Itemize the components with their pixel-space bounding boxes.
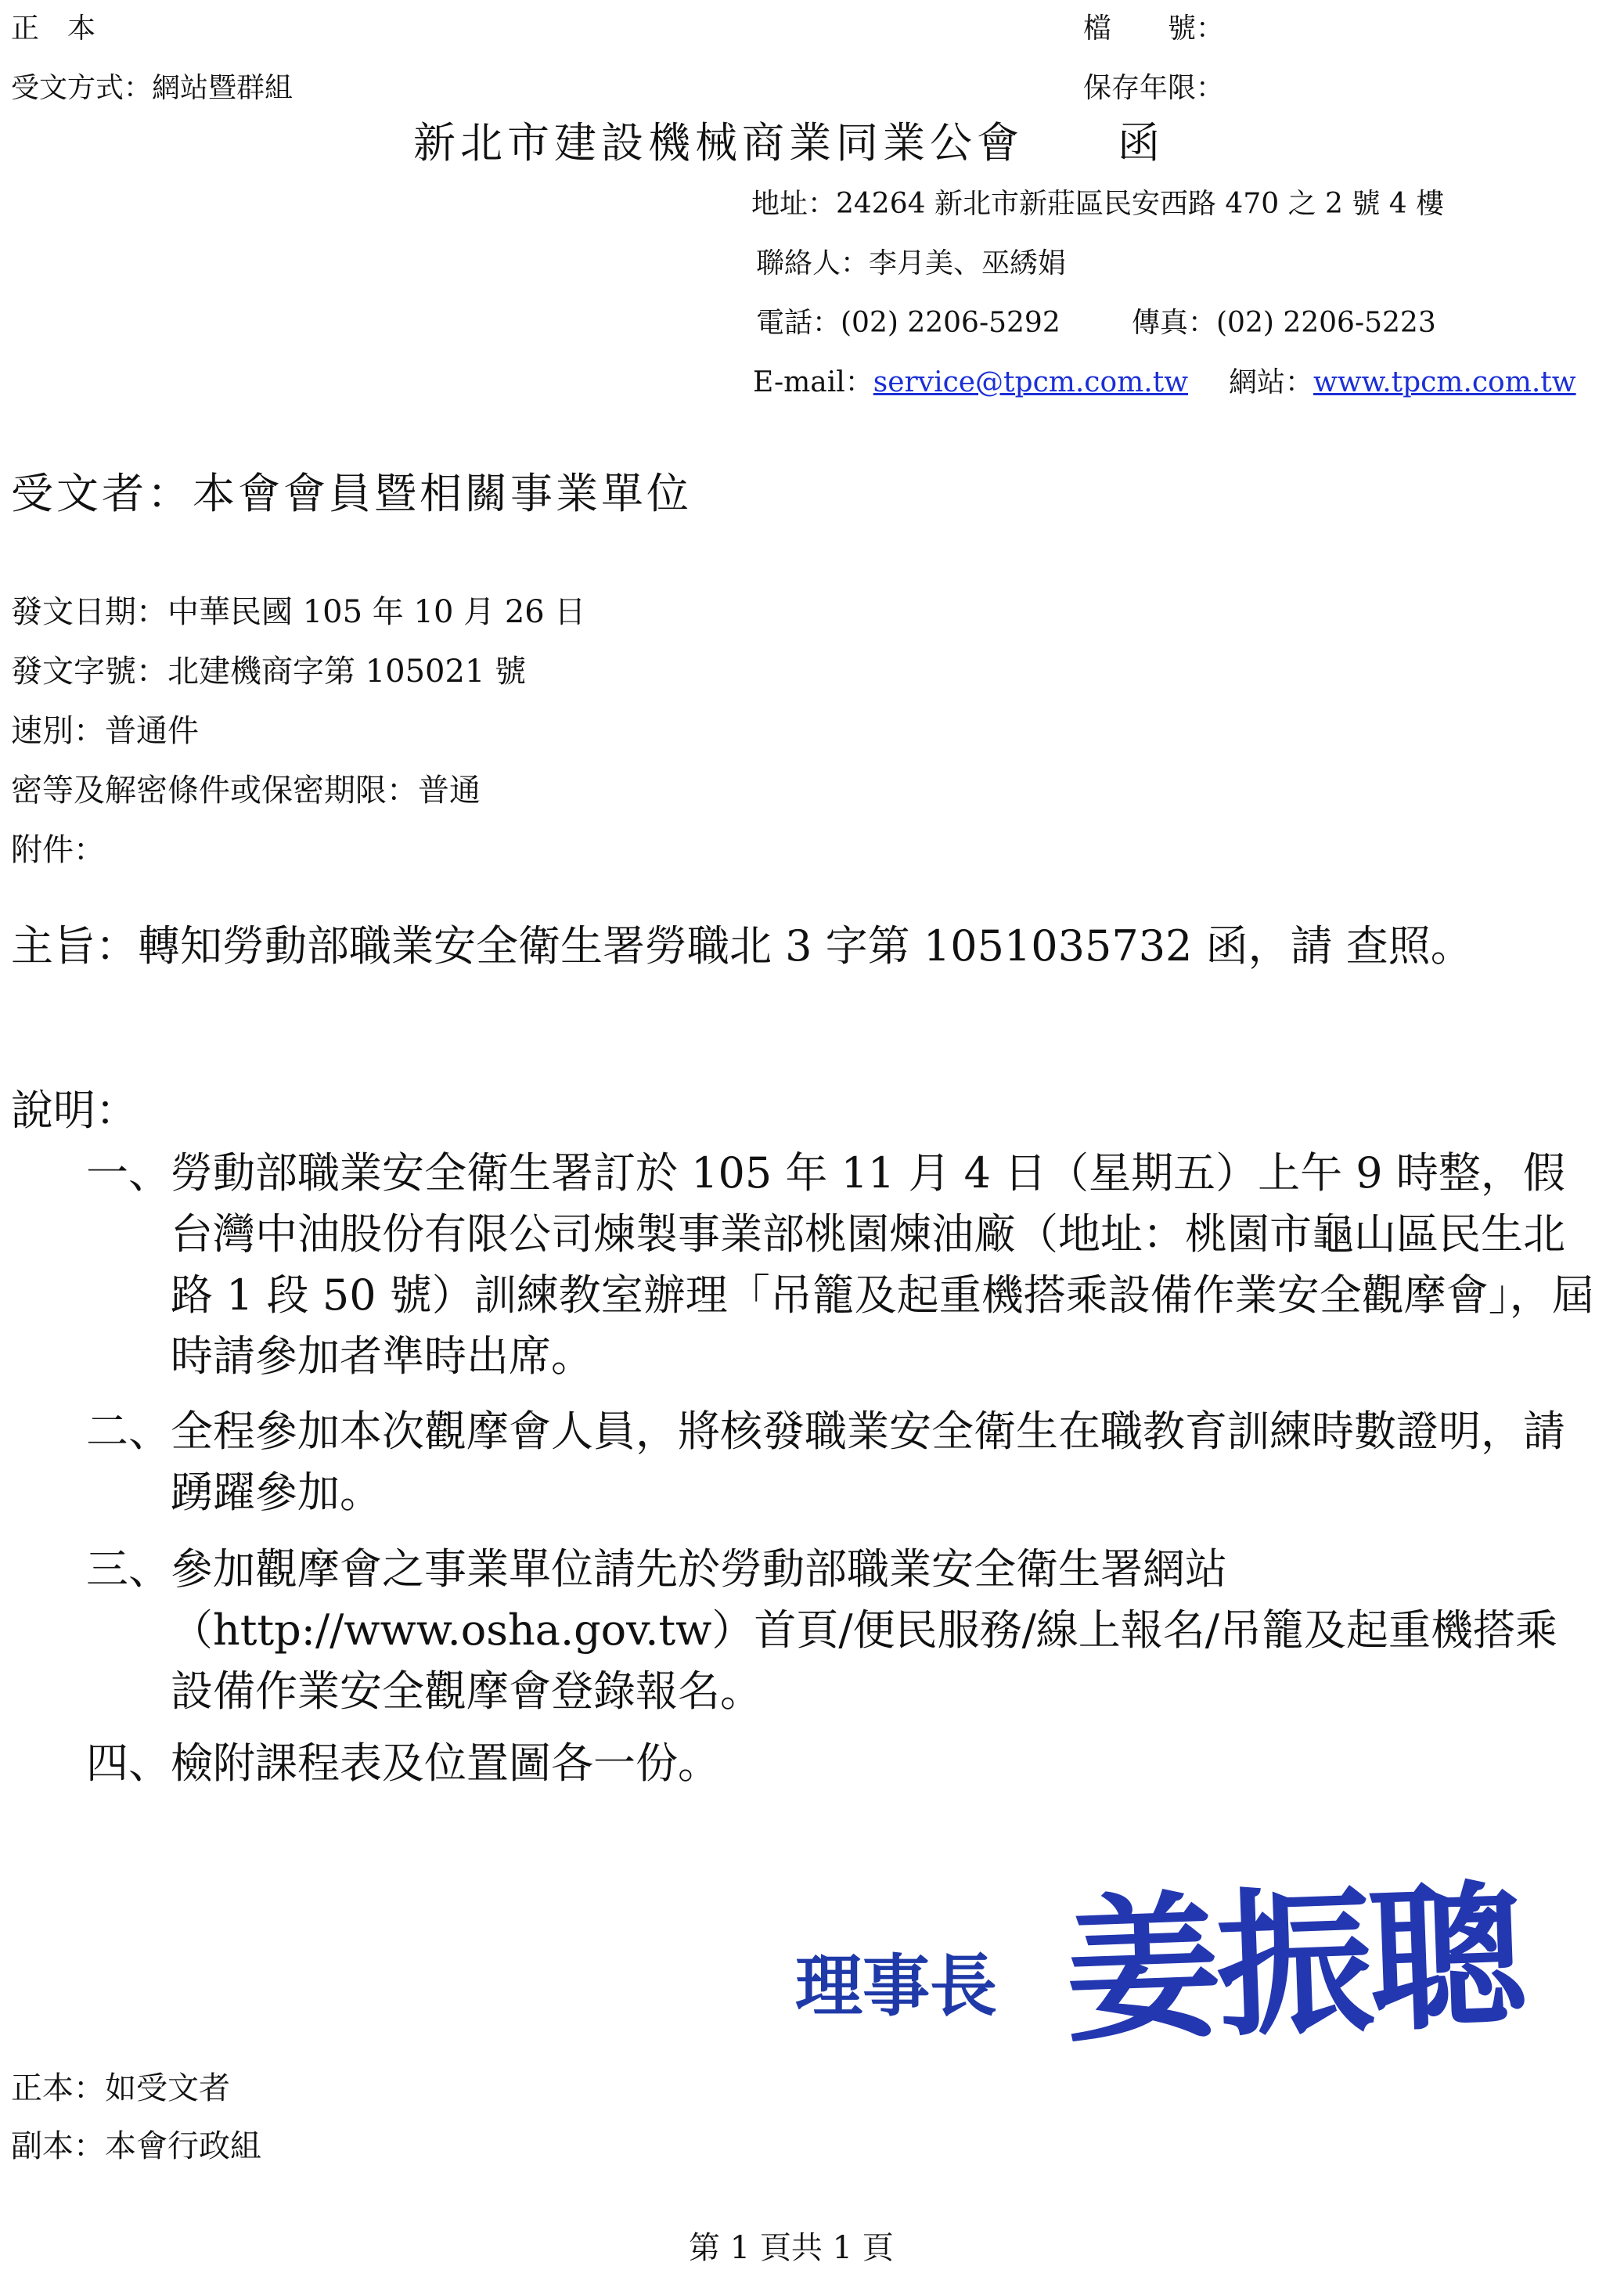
item-number: 三、 <box>86 1544 171 1594</box>
website-link[interactable]: www.tpcm.com.tw <box>1313 366 1576 398</box>
item-text: 勞動部職業安全衛生署訂於 105 年 11 月 4 日（星期五）上午 9 時整，假台灣中油股份有限公司煉製事業部桃園煉油廠（地址：桃園市龜山區民生北路 1 段 50 號）訓練教室辦理「吊籠及起重機搭乘設備作業安全觀摩會」，屆時請參加者準時出席。 <box>171 1148 1594 1381</box>
org-phone: 電話：(02) 2206-5292 <box>756 307 1060 339</box>
speed-class: 速別：普通件 <box>11 713 199 749</box>
explanation-label: 說明： <box>11 1086 138 1135</box>
item-text: 全程參加本次觀摩會人員，將核發職業安全衛生在職教育訓練時數證明，請踴躍參加。 <box>171 1407 1565 1517</box>
distribution-original: 正本：如受文者 <box>11 2070 230 2106</box>
explanation-item-4 <box>86 1733 1597 1794</box>
secrecy-level: 密等及解密條件或保密期限：普通 <box>11 773 481 809</box>
org-contact: 聯絡人：李月美、巫綉娟 <box>756 247 1067 279</box>
retention-label: 保存年限： <box>1083 72 1225 104</box>
website-label: 網站： <box>1229 366 1314 398</box>
item-text: 檢附課程表及位置圖各一份。 <box>171 1738 720 1788</box>
org-website <box>1229 360 1576 400</box>
email-label: E-mail： <box>753 366 873 398</box>
subject <box>11 916 1600 977</box>
document-number: 發文字號：北建機商字第 105021 號 <box>11 654 527 690</box>
document-title: 新北市建設機械商業同業公會 函 <box>413 118 1165 168</box>
recipient: 受文者：本會會員暨相關事業單位 <box>11 469 692 518</box>
org-email <box>753 360 1188 400</box>
distribution-copy: 副本：本會行政組 <box>11 2128 261 2164</box>
org-fax: 傳真：(02) 2206-5223 <box>1132 307 1436 339</box>
item-number: 四、 <box>86 1738 171 1788</box>
subject-text: 轉知勞動部職業安全衛生署勞職北 3 字第 1051035732 函，請 查照。 <box>138 921 1473 971</box>
attachment-label: 附件： <box>11 832 105 868</box>
explanation-item-3 <box>86 1539 1597 1722</box>
item-number: 一、 <box>86 1148 171 1198</box>
subject-label: 主旨： <box>11 921 138 971</box>
copy-type: 正 本 <box>11 13 96 45</box>
signature-stamp: 姜振聰 <box>1061 1864 1524 2065</box>
explanation-item-1 <box>86 1143 1597 1387</box>
page-number: 第 1 頁共 1 頁 <box>689 2230 894 2266</box>
org-address: 地址：24264 新北市新莊區民安西路 470 之 2 號 4 樓 <box>751 188 1445 220</box>
issue-date: 發文日期：中華民國 105 年 10 月 26 日 <box>11 594 586 630</box>
item-text: 參加觀摩會之事業單位請先於勞動部職業安全衛生署網站（http://www.osha.gov.tw）首頁/便民服務/線上報名/吊籠及起重機搭乘設備作業安全觀摩會登錄報名。 <box>171 1544 1557 1716</box>
signatory-title: 理事長 <box>795 1947 997 2026</box>
receive-method: 受文方式：網站暨群組 <box>11 72 293 104</box>
file-number-label: 檔 號： <box>1083 13 1225 45</box>
explanation-item-2 <box>86 1401 1597 1523</box>
email-link[interactable]: service@tpcm.com.tw <box>873 366 1189 398</box>
item-number: 二、 <box>86 1407 171 1456</box>
